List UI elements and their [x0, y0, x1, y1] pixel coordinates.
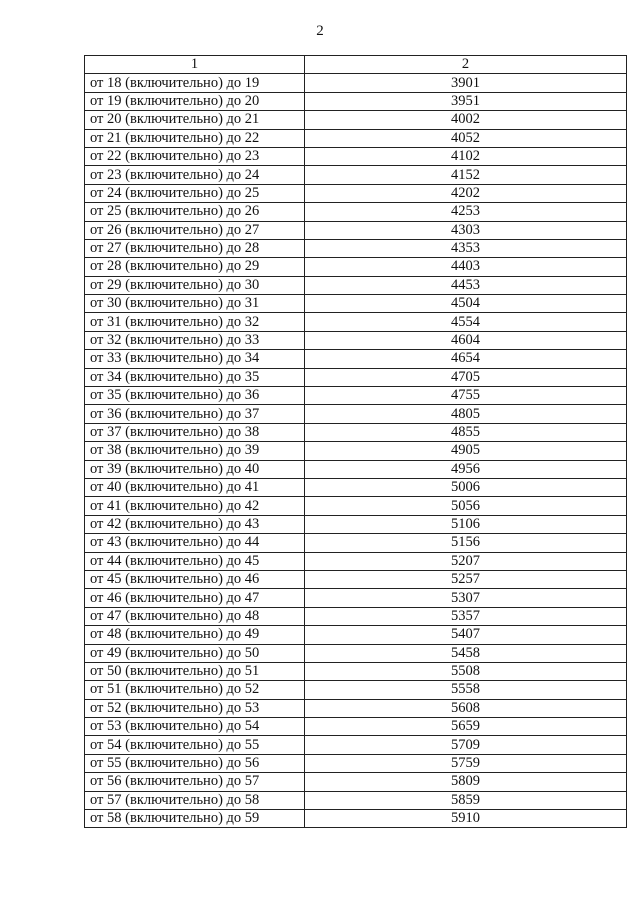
age-range-cell: от 31 (включительно) до 32: [85, 313, 305, 331]
age-range-cell: от 42 (включительно) до 43: [85, 515, 305, 533]
age-range-cell: от 51 (включительно) до 52: [85, 681, 305, 699]
age-range-cell: от 28 (включительно) до 29: [85, 258, 305, 276]
age-range-cell: от 58 (включительно) до 59: [85, 810, 305, 828]
table-row: [85, 239, 627, 257]
data-table: [84, 55, 627, 828]
age-range-cell: от 21 (включительно) до 22: [85, 129, 305, 147]
table-row: [85, 387, 627, 405]
age-range-cell: от 29 (включительно) до 30: [85, 276, 305, 294]
table-row: [85, 92, 627, 110]
value-cell: 4805: [305, 405, 627, 423]
value-cell: 5458: [305, 644, 627, 662]
value-cell: 4152: [305, 166, 627, 184]
table-row: [85, 111, 627, 129]
age-range-cell: от 33 (включительно) до 34: [85, 350, 305, 368]
value-cell: 5809: [305, 773, 627, 791]
value-cell: 4303: [305, 221, 627, 239]
age-range-cell: от 56 (включительно) до 57: [85, 773, 305, 791]
table-row: [85, 74, 627, 92]
age-range-cell: от 47 (включительно) до 48: [85, 607, 305, 625]
age-range-cell: от 23 (включительно) до 24: [85, 166, 305, 184]
table-row: [85, 791, 627, 809]
age-range-cell: от 41 (включительно) до 42: [85, 497, 305, 515]
age-range-cell: от 24 (включительно) до 25: [85, 184, 305, 202]
value-cell: 4253: [305, 203, 627, 221]
table-row: [85, 368, 627, 386]
value-cell: 4956: [305, 460, 627, 478]
table-row: [85, 699, 627, 717]
value-cell: 4403: [305, 258, 627, 276]
table-row: [85, 607, 627, 625]
age-range-cell: от 18 (включительно) до 19: [85, 74, 305, 92]
age-range-cell: от 34 (включительно) до 35: [85, 368, 305, 386]
table-row: [85, 331, 627, 349]
table-row: [85, 718, 627, 736]
age-range-cell: от 19 (включительно) до 20: [85, 92, 305, 110]
table-row: [85, 295, 627, 313]
value-cell: 4453: [305, 276, 627, 294]
table-row: [85, 534, 627, 552]
age-range-cell: от 38 (включительно) до 39: [85, 442, 305, 460]
value-cell: 5910: [305, 810, 627, 828]
table-row: [85, 258, 627, 276]
value-cell: 4202: [305, 184, 627, 202]
value-cell: 3951: [305, 92, 627, 110]
page-number: 2: [316, 23, 324, 39]
age-range-cell: от 53 (включительно) до 54: [85, 718, 305, 736]
table-header-row: [85, 56, 627, 74]
value-cell: 5257: [305, 570, 627, 588]
table-row: [85, 405, 627, 423]
table-row: [85, 184, 627, 202]
value-cell: 4705: [305, 368, 627, 386]
value-cell: 4855: [305, 423, 627, 441]
table-row: [85, 442, 627, 460]
table-body: [85, 74, 627, 828]
table-row: [85, 350, 627, 368]
table-row: [85, 736, 627, 754]
value-cell: 5357: [305, 607, 627, 625]
age-range-cell: от 20 (включительно) до 21: [85, 111, 305, 129]
value-cell: 5106: [305, 515, 627, 533]
value-cell: 5006: [305, 478, 627, 496]
table-row: [85, 570, 627, 588]
table-row: [85, 662, 627, 680]
age-range-cell: от 30 (включительно) до 31: [85, 295, 305, 313]
value-cell: 5759: [305, 754, 627, 772]
table-row: [85, 644, 627, 662]
value-cell: 5508: [305, 662, 627, 680]
age-range-cell: от 45 (включительно) до 46: [85, 570, 305, 588]
age-range-cell: от 52 (включительно) до 53: [85, 699, 305, 717]
value-cell: 5659: [305, 718, 627, 736]
age-range-cell: от 40 (включительно) до 41: [85, 478, 305, 496]
value-cell: 5156: [305, 534, 627, 552]
age-range-cell: от 39 (включительно) до 40: [85, 460, 305, 478]
table-row: [85, 773, 627, 791]
age-range-cell: от 32 (включительно) до 33: [85, 331, 305, 349]
table-row: [85, 313, 627, 331]
table-row: [85, 276, 627, 294]
table-row: [85, 626, 627, 644]
age-range-cell: от 57 (включительно) до 58: [85, 791, 305, 809]
value-cell: 4554: [305, 313, 627, 331]
value-cell: 5207: [305, 552, 627, 570]
value-cell: 4905: [305, 442, 627, 460]
age-range-cell: от 49 (включительно) до 50: [85, 644, 305, 662]
table-row: [85, 497, 627, 515]
age-range-cell: от 54 (включительно) до 55: [85, 736, 305, 754]
table-row: [85, 515, 627, 533]
value-cell: 4755: [305, 387, 627, 405]
table-row: [85, 147, 627, 165]
value-cell: 5558: [305, 681, 627, 699]
table-row: [85, 166, 627, 184]
age-range-cell: от 26 (включительно) до 27: [85, 221, 305, 239]
value-cell: 4052: [305, 129, 627, 147]
table-row: [85, 552, 627, 570]
table-row: [85, 589, 627, 607]
age-range-cell: от 44 (включительно) до 45: [85, 552, 305, 570]
value-cell: 4353: [305, 239, 627, 257]
age-range-cell: от 25 (включительно) до 26: [85, 203, 305, 221]
value-cell: 5407: [305, 626, 627, 644]
value-cell: 4002: [305, 111, 627, 129]
table-row: [85, 221, 627, 239]
column-header-1: 1: [85, 56, 305, 74]
age-range-cell: от 22 (включительно) до 23: [85, 147, 305, 165]
column-header-2: 2: [305, 56, 627, 74]
value-cell: 5608: [305, 699, 627, 717]
table-row: [85, 460, 627, 478]
value-cell: 4654: [305, 350, 627, 368]
table-row: [85, 754, 627, 772]
table-row: [85, 423, 627, 441]
value-cell: 3901: [305, 74, 627, 92]
value-cell: 5307: [305, 589, 627, 607]
value-cell: 5056: [305, 497, 627, 515]
table-row: [85, 203, 627, 221]
age-range-cell: от 43 (включительно) до 44: [85, 534, 305, 552]
age-range-cell: от 46 (включительно) до 47: [85, 589, 305, 607]
age-range-cell: от 37 (включительно) до 38: [85, 423, 305, 441]
table-row: [85, 681, 627, 699]
table-row: [85, 478, 627, 496]
table-row: [85, 129, 627, 147]
table-row: [85, 810, 627, 828]
age-range-cell: от 50 (включительно) до 51: [85, 662, 305, 680]
value-cell: 4504: [305, 295, 627, 313]
value-cell: 4604: [305, 331, 627, 349]
value-cell: 5709: [305, 736, 627, 754]
age-range-cell: от 35 (включительно) до 36: [85, 387, 305, 405]
value-cell: 4102: [305, 147, 627, 165]
age-range-cell: от 36 (включительно) до 37: [85, 405, 305, 423]
age-range-cell: от 55 (включительно) до 56: [85, 754, 305, 772]
value-cell: 5859: [305, 791, 627, 809]
age-range-cell: от 27 (включительно) до 28: [85, 239, 305, 257]
age-range-cell: от 48 (включительно) до 49: [85, 626, 305, 644]
